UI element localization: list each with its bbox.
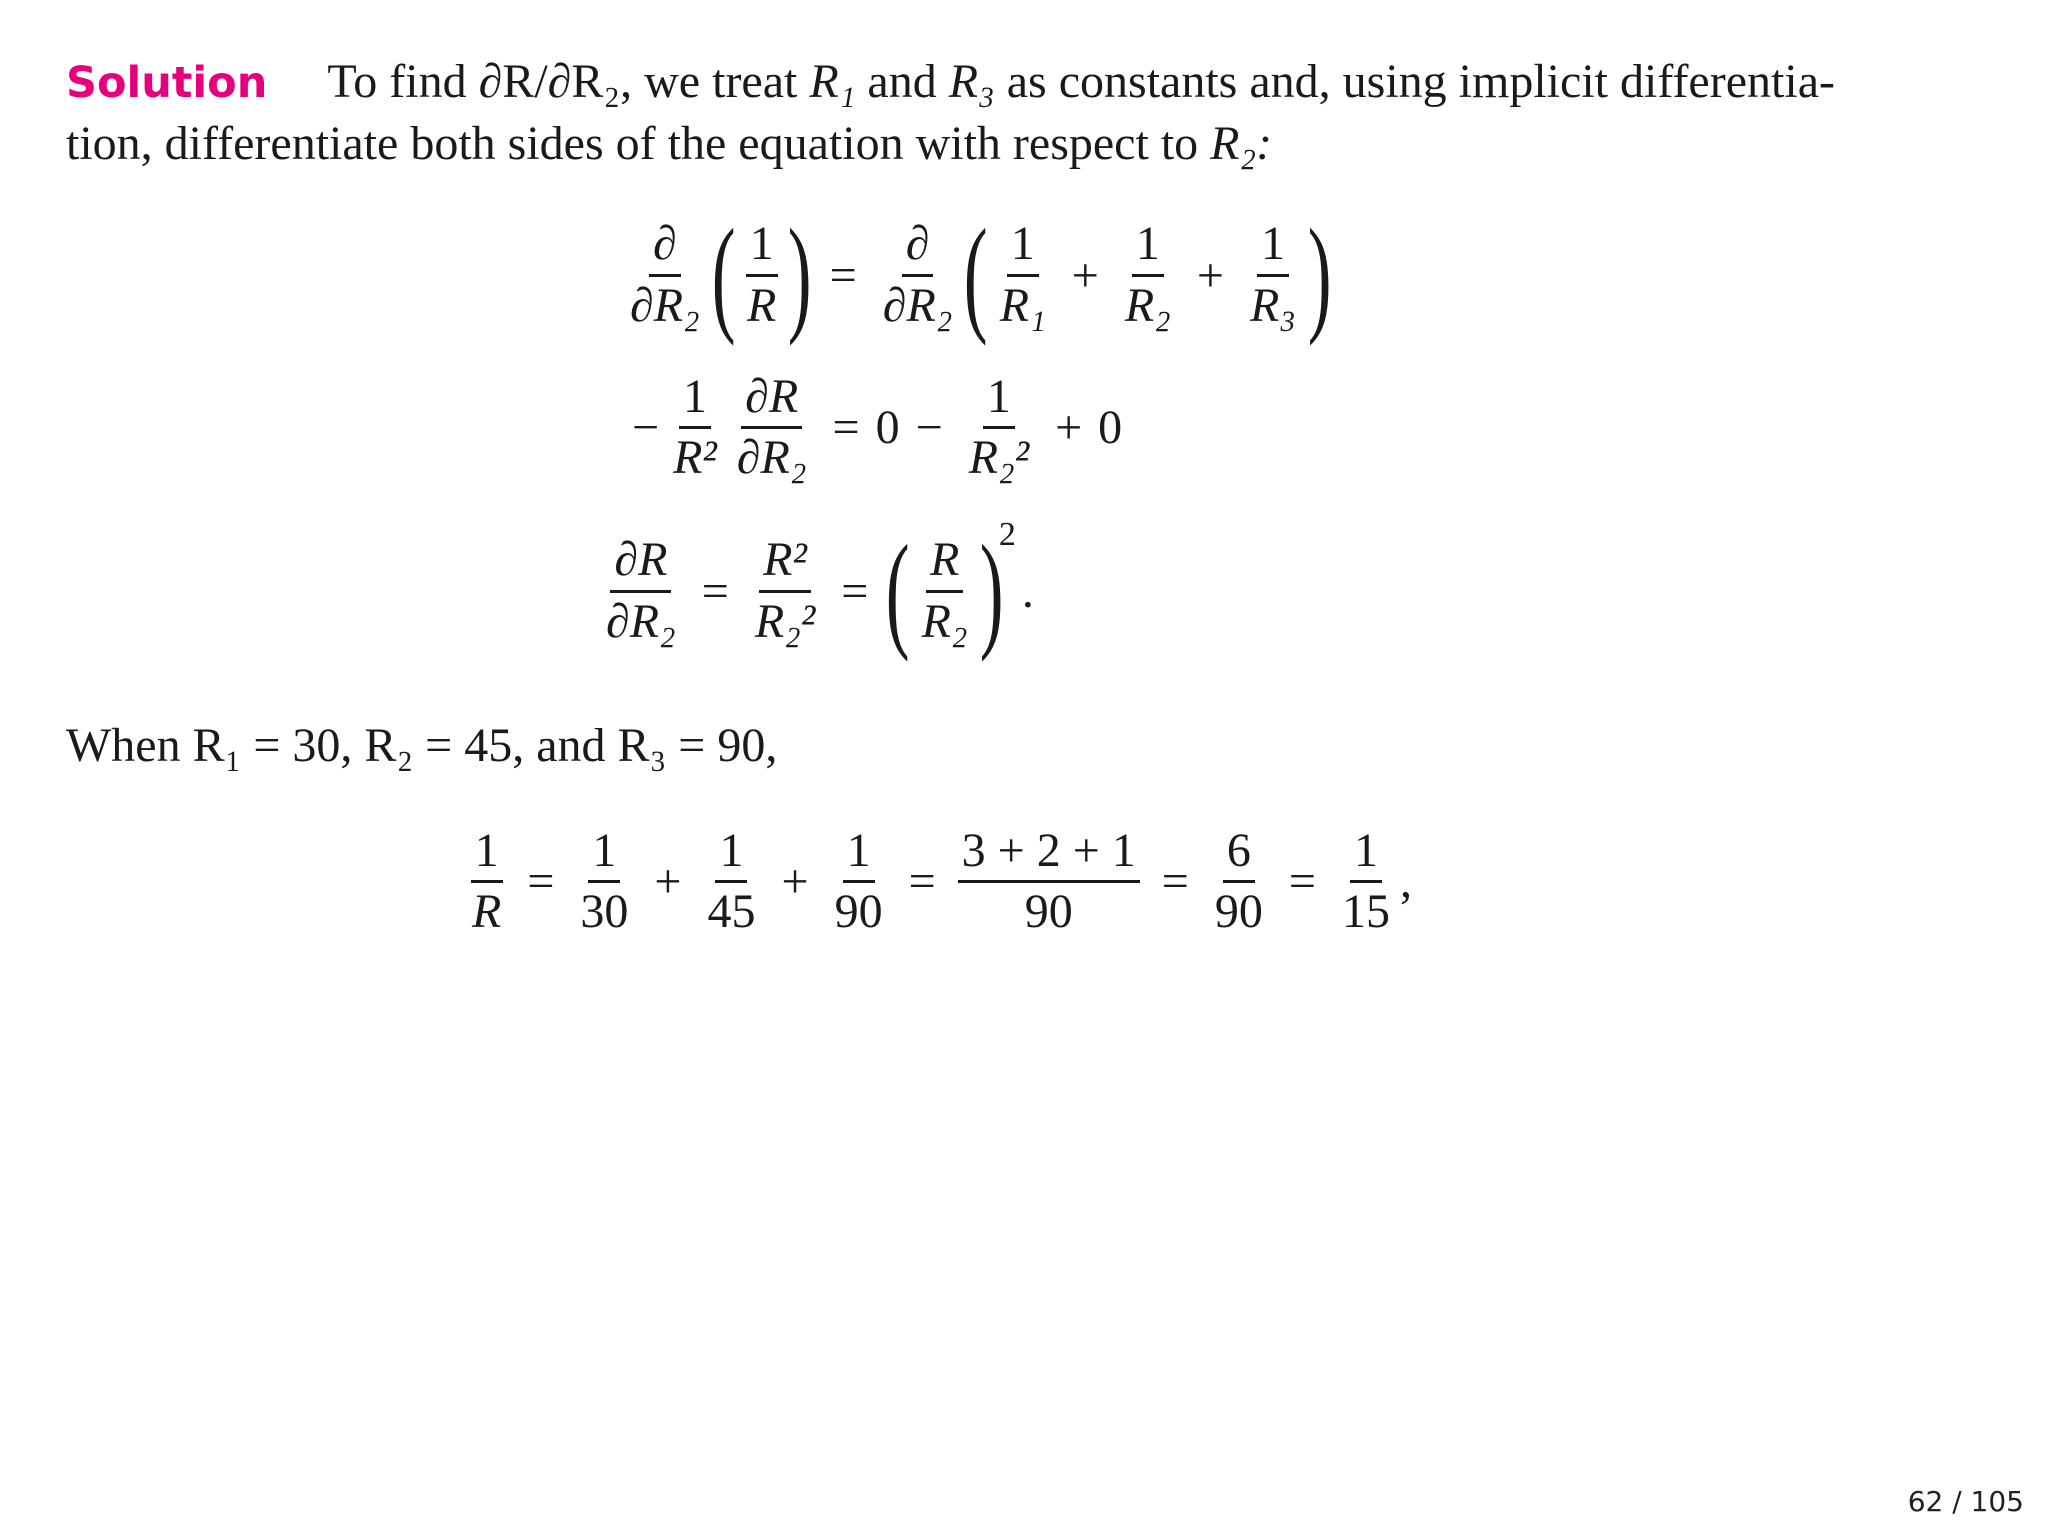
plus-sign: + bbox=[781, 855, 809, 909]
numerator: ∂ bbox=[902, 219, 934, 276]
fraction bbox=[743, 219, 780, 331]
plus-sign: + bbox=[1055, 401, 1083, 455]
fraction bbox=[669, 372, 721, 484]
fraction bbox=[602, 535, 680, 647]
intro-text-b: as constants and, using implicit differentia- bbox=[1006, 55, 1835, 108]
intro-r2: R₂: bbox=[1210, 117, 1273, 170]
equals-sign: = bbox=[829, 248, 857, 302]
denominator: ∂R₂ bbox=[606, 594, 676, 648]
left-paren: ( bbox=[964, 203, 989, 347]
fraction bbox=[965, 372, 1033, 484]
intro-text-c: tion, differentiate both sides of the equation with respect to bbox=[66, 117, 1199, 170]
page-number: 62 / 105 bbox=[1907, 1485, 2024, 1518]
denominator: R² bbox=[673, 431, 717, 485]
minus-sign: − bbox=[632, 401, 660, 455]
intro-r3: R₃ bbox=[948, 55, 995, 108]
denominator: 30 bbox=[580, 885, 629, 939]
numerator: 6 bbox=[1223, 826, 1255, 883]
fraction bbox=[1338, 826, 1394, 938]
numerator: 1 bbox=[746, 219, 778, 276]
fraction bbox=[1211, 826, 1267, 938]
fraction bbox=[703, 826, 759, 938]
intro-r1: R₁ bbox=[809, 55, 856, 108]
right-paren: ) bbox=[788, 203, 812, 347]
equation-3 bbox=[596, 516, 1034, 663]
numerator: 3 + 2 + 1 bbox=[958, 826, 1140, 883]
denominator: R bbox=[472, 885, 502, 939]
numerator: 1 bbox=[715, 826, 747, 883]
plus-sign: + bbox=[1071, 248, 1099, 302]
numerator: R² bbox=[759, 535, 811, 592]
zero: 0 bbox=[1098, 401, 1123, 455]
denominator: 90 bbox=[1214, 885, 1263, 939]
denominator: R₂² bbox=[754, 594, 816, 648]
equals-sign: = bbox=[841, 564, 869, 618]
fraction bbox=[733, 372, 811, 484]
fraction bbox=[918, 535, 972, 647]
numerator: 1 bbox=[843, 826, 875, 883]
numerator: 1 bbox=[471, 826, 503, 883]
left-paren: ( bbox=[711, 203, 736, 347]
equation-1 bbox=[620, 203, 1333, 347]
denominator: R bbox=[747, 278, 777, 332]
denominator: 45 bbox=[707, 885, 756, 939]
denominator: R₃ bbox=[1249, 278, 1296, 332]
equation-4 bbox=[462, 826, 1412, 938]
equals-sign: = bbox=[701, 564, 729, 618]
zero: 0 bbox=[875, 401, 900, 455]
denominator: 90 bbox=[834, 885, 883, 939]
fraction bbox=[626, 219, 704, 331]
equals-sign: = bbox=[908, 855, 936, 909]
numerator: 1 bbox=[1350, 826, 1382, 883]
plus-sign: + bbox=[654, 855, 682, 909]
denominator: R₂ bbox=[1124, 278, 1171, 332]
numerator: ∂R bbox=[610, 535, 671, 592]
denominator: ∂R₂ bbox=[882, 278, 953, 332]
denominator: R₂ bbox=[921, 594, 968, 648]
when-line: When R₁ = 30, R₂ = 45, and R₃ = 90, bbox=[66, 719, 778, 772]
equation-2 bbox=[632, 372, 1122, 484]
numerator: 1 bbox=[588, 826, 620, 883]
numerator: 1 bbox=[1257, 219, 1289, 276]
equals-sign: = bbox=[1288, 855, 1316, 909]
intro-line-2 bbox=[66, 117, 1273, 170]
numerator: ∂ bbox=[649, 219, 681, 276]
minus-sign: − bbox=[915, 401, 943, 455]
fraction bbox=[751, 535, 819, 647]
period: . bbox=[1021, 564, 1034, 618]
intro-and: and bbox=[867, 55, 937, 108]
equals-sign: = bbox=[832, 401, 860, 455]
numerator: 1 bbox=[983, 372, 1015, 429]
numerator: 1 bbox=[679, 372, 711, 429]
fraction bbox=[1121, 219, 1175, 331]
left-paren: ( bbox=[886, 519, 910, 663]
right-paren: ) bbox=[1307, 203, 1332, 347]
fraction bbox=[468, 826, 505, 938]
numerator: 1 bbox=[1132, 219, 1164, 276]
right-paren: ) bbox=[979, 519, 1004, 663]
fraction bbox=[1246, 219, 1300, 331]
comma: , bbox=[1399, 855, 1412, 909]
fraction bbox=[879, 219, 957, 331]
intro-text-a: To find ∂R/∂R₂, we treat bbox=[327, 55, 798, 108]
plus-sign: + bbox=[1196, 248, 1224, 302]
fraction bbox=[996, 219, 1050, 331]
fraction bbox=[831, 826, 887, 938]
denominator: 90 bbox=[1024, 885, 1073, 939]
denominator: 15 bbox=[1341, 885, 1390, 939]
numerator: R bbox=[926, 535, 963, 592]
fraction bbox=[576, 826, 632, 938]
equals-sign: = bbox=[527, 855, 555, 909]
fraction bbox=[958, 826, 1140, 938]
denominator: R₂² bbox=[968, 431, 1030, 485]
denominator: R₁ bbox=[999, 278, 1046, 332]
numerator: 1 bbox=[1007, 219, 1039, 276]
numerator: ∂R bbox=[741, 372, 802, 429]
denominator: ∂R₂ bbox=[630, 278, 700, 332]
denominator: ∂R₂ bbox=[736, 431, 807, 485]
equals-sign: = bbox=[1161, 855, 1189, 909]
intro-line-1 bbox=[66, 55, 1835, 108]
exponent: 2 bbox=[998, 516, 1016, 553]
solution-label: Solution bbox=[66, 58, 268, 108]
